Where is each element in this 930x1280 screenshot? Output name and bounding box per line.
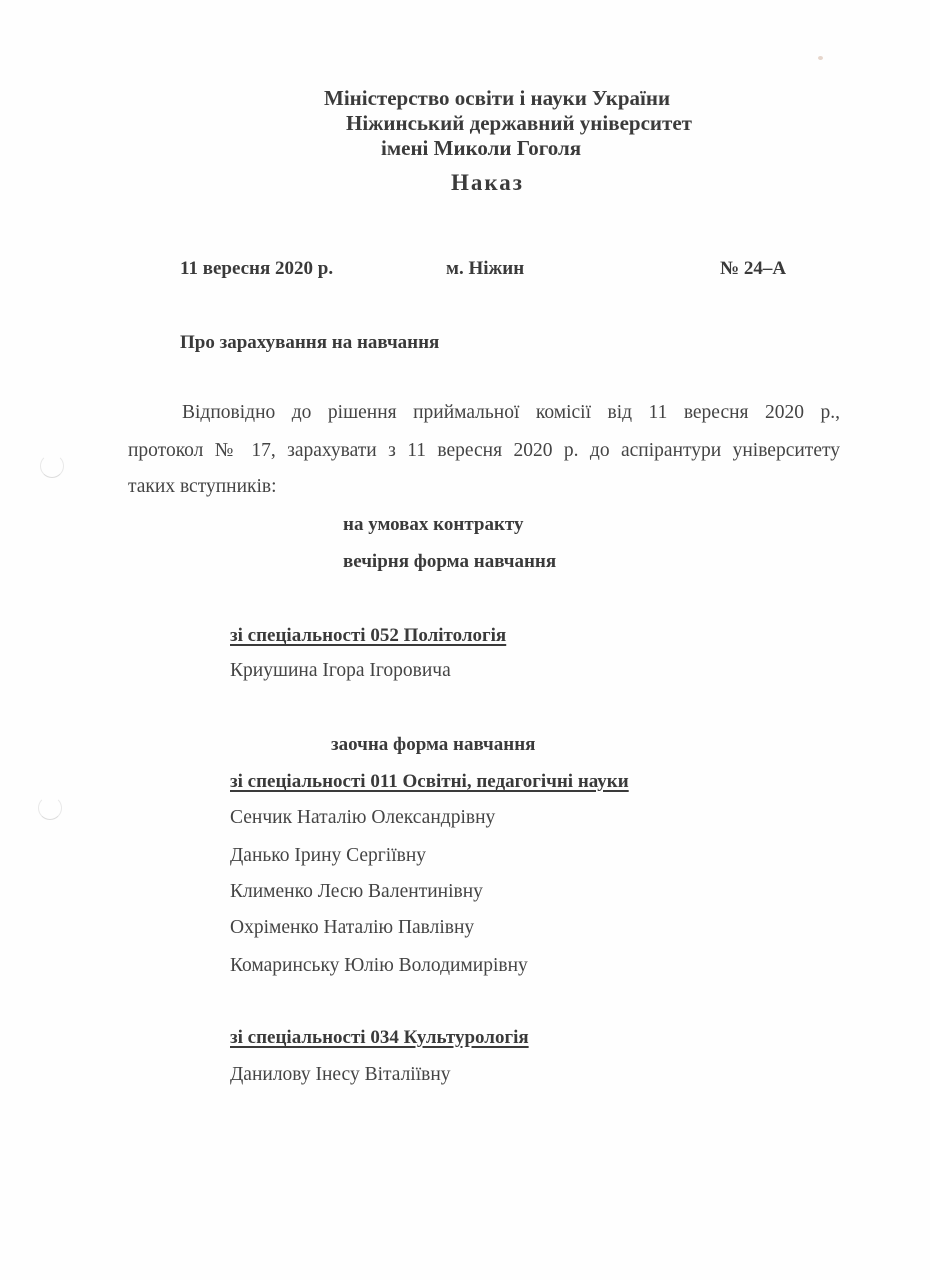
body-paragraph-line: Відповідно до рішення приймальної комісії від 11 вересня 2020 р., xyxy=(182,402,840,423)
order-subject: Про зарахування на навчання xyxy=(180,332,440,353)
study-form-heading-evening: вечірня форма навчання xyxy=(343,551,557,572)
specialty-heading: зі спеціальності 052 Політологія xyxy=(230,625,507,646)
order-date: 11 вересня 2020 р. xyxy=(180,258,334,279)
university-name-heading: імені Миколи Гоголя xyxy=(381,136,582,160)
specialty-heading: зі спеціальності 034 Культурологія xyxy=(230,1027,529,1048)
body-paragraph-line: протокол № 17, зарахувати з 11 вересня 2020 р. до аспірантури університету xyxy=(128,440,840,461)
order-number: № 24–А xyxy=(720,258,787,279)
student-name: Комаринську Юлію Володимирівну xyxy=(230,955,528,976)
funding-type-heading: на умовах контракту xyxy=(343,514,524,535)
order-city: м. Ніжин xyxy=(446,258,525,279)
punch-hole-mark xyxy=(40,454,64,478)
student-name: Данько Ірину Сергіївну xyxy=(230,845,427,866)
punch-hole-mark xyxy=(38,796,62,820)
student-name: Клименко Лесю Валентинівну xyxy=(230,881,483,902)
scan-speck xyxy=(818,56,823,60)
student-name: Данилову Інесу Віталіївну xyxy=(230,1064,451,1085)
ministry-heading: Міністерство освіти і науки України xyxy=(324,86,671,110)
body-paragraph-line: таких вступників: xyxy=(128,476,277,497)
student-name: Криушина Ігора Ігоровича xyxy=(230,660,451,681)
document-title: Наказ xyxy=(451,170,525,195)
university-heading: Ніжинський державний університет xyxy=(346,111,692,135)
specialty-heading: зі спеціальності 011 Освітні, педагогічні науки xyxy=(230,771,629,792)
study-form-heading-extramural: заочна форма навчання xyxy=(331,734,536,755)
student-name: Сенчик Наталію Олександрівну xyxy=(230,807,496,828)
student-name: Охріменко Наталію Павлівну xyxy=(230,917,475,938)
